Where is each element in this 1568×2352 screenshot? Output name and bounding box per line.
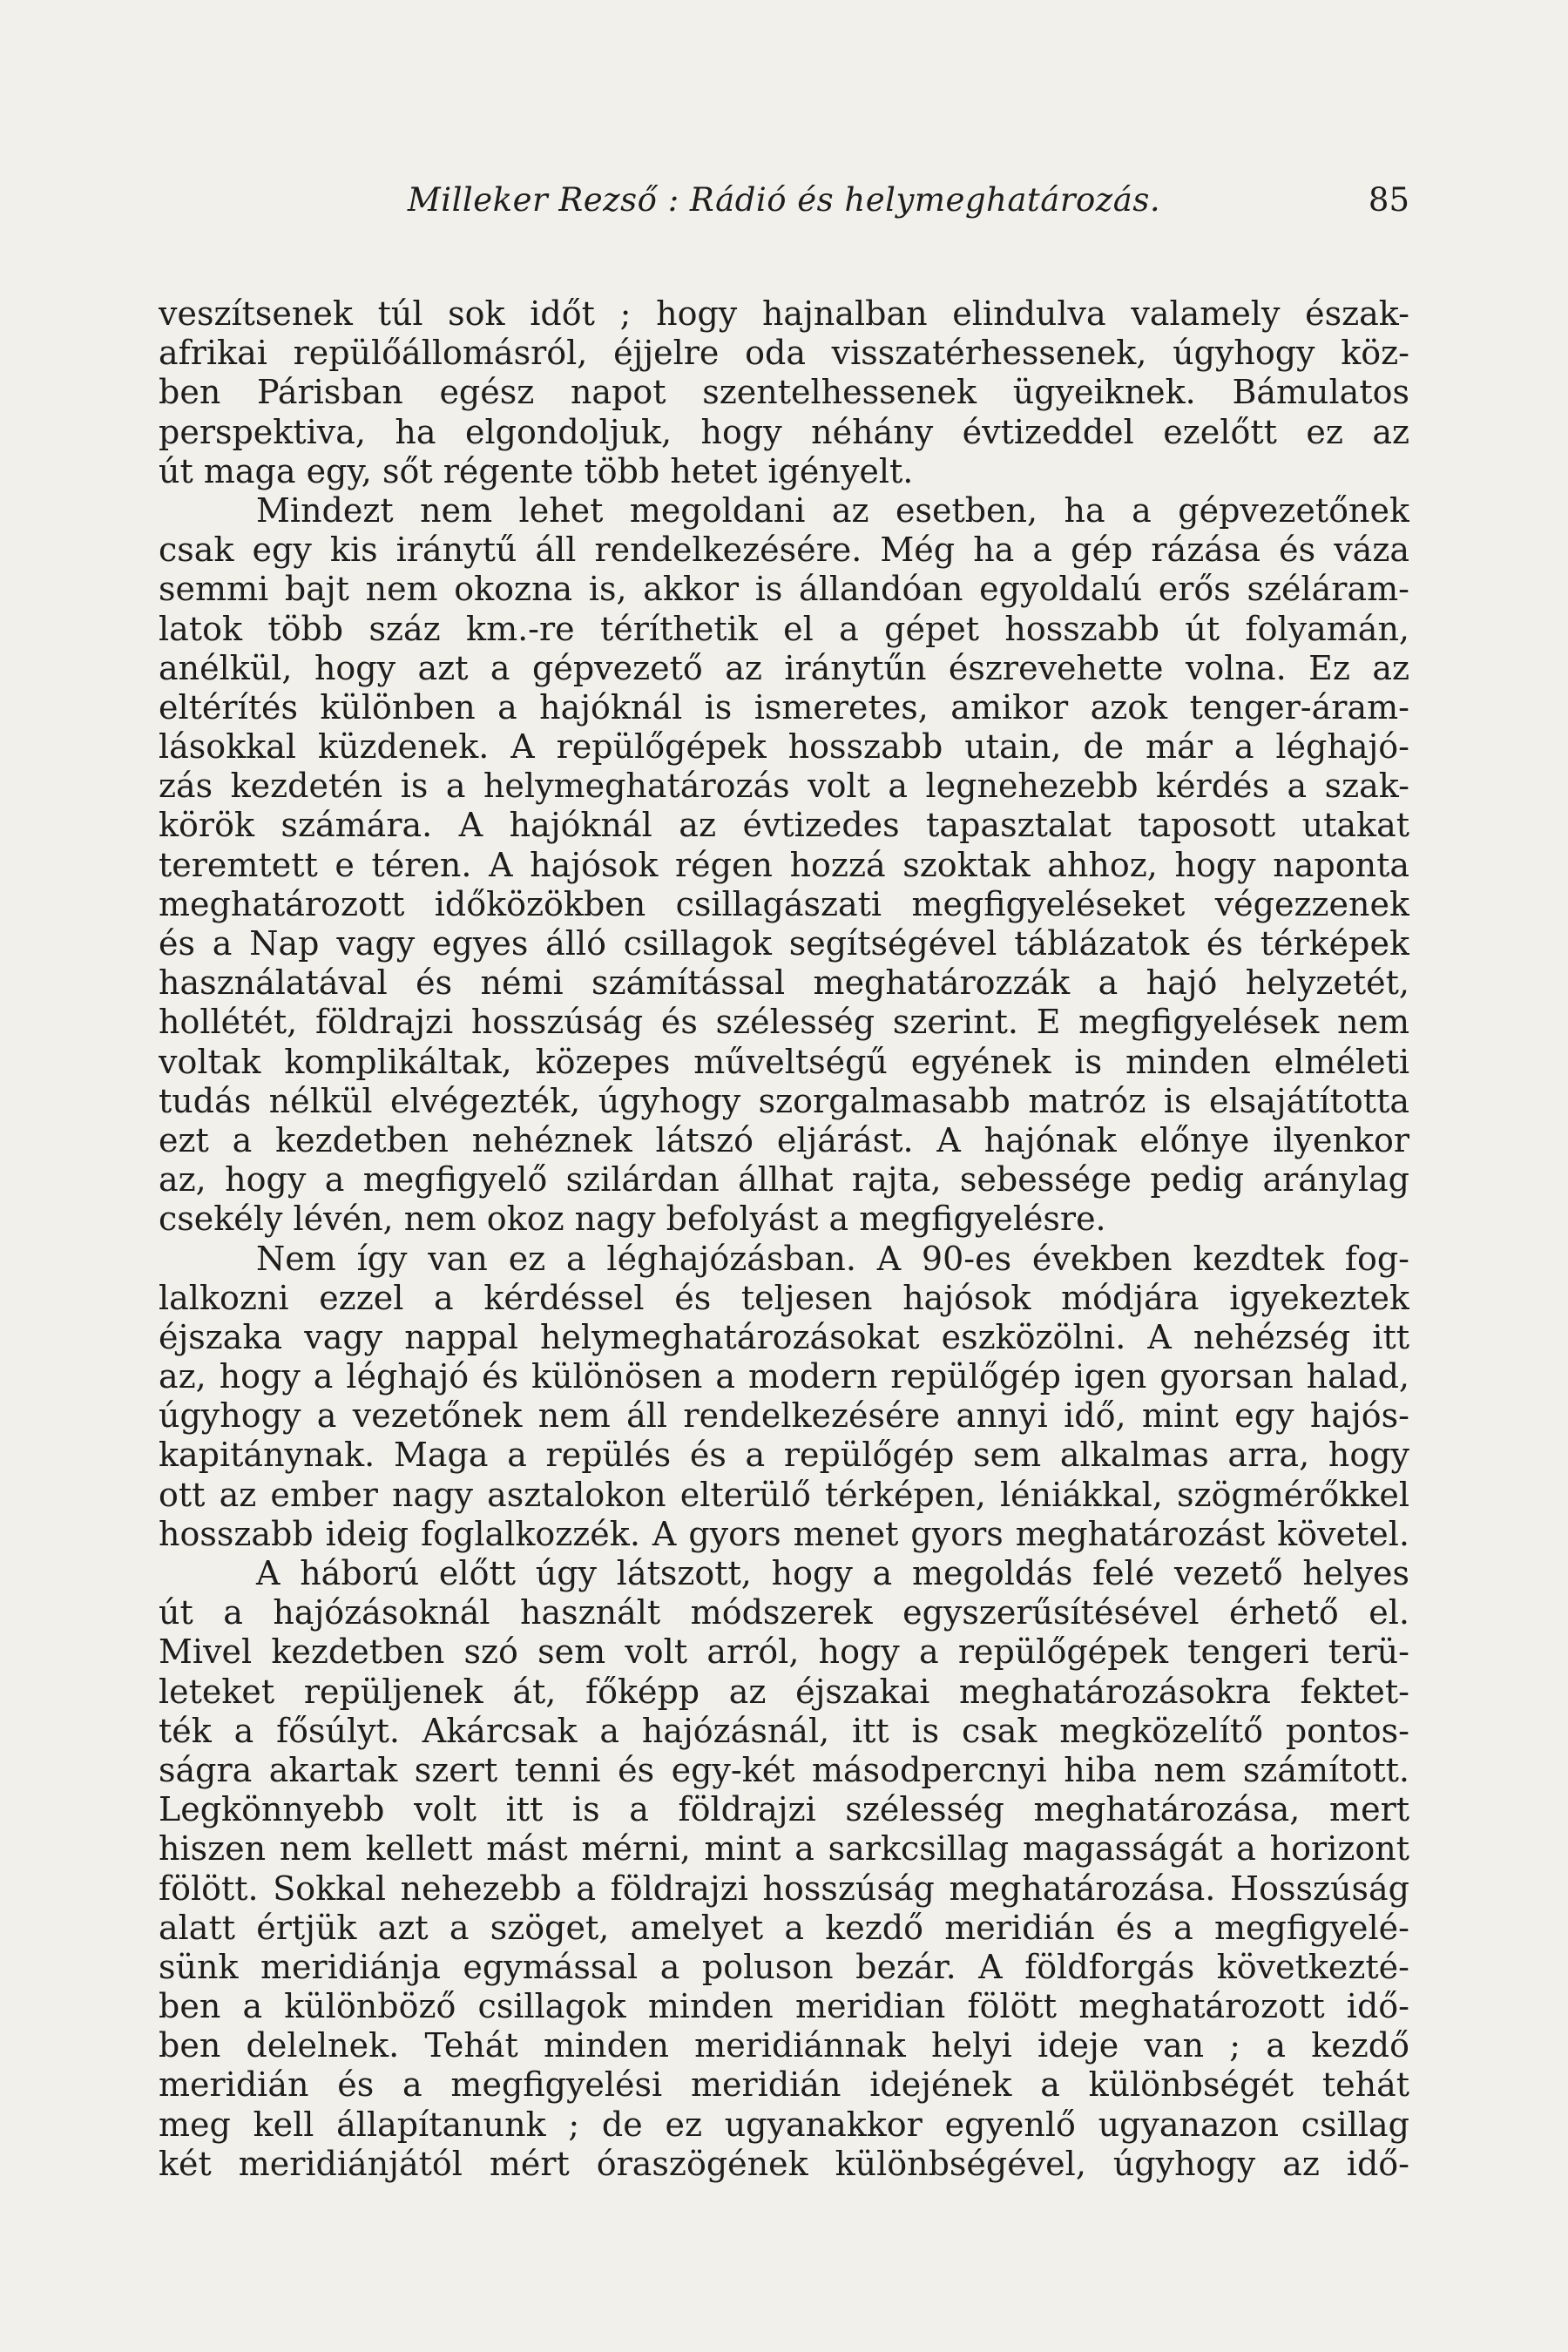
text-line: afrikai repülőállomásról, éjjelre oda visszatérhessenek, úgyhogy köz- xyxy=(159,334,1409,373)
text-line: lalkozni ezzel a kérdéssel és teljesen hajósok módjára igyekeztek xyxy=(159,1278,1409,1317)
text-line: ben a különböző csillagok minden meridian fölött meghatározott idő- xyxy=(159,1987,1409,2026)
text-line: hiszen nem kellett mást mérni, mint a sarkcsillag magasságát a horizont xyxy=(159,1829,1409,1869)
text-line: anélkül, hogy azt a gépvezető az iránytűn észrevehette volna. Ez az xyxy=(159,648,1409,687)
running-head xyxy=(159,174,1409,226)
text-line: meridián és a megfigyelési meridián idejének a különbségét tehát xyxy=(159,2065,1409,2105)
text-line: út a hajózásoknál használt módszerek egyszerűsítésével érhető el. xyxy=(159,1593,1409,1632)
text-line: fölött. Sokkal nehezebb a földrajzi hosszúság meghatározása. Hosszúság xyxy=(159,1869,1409,1908)
text-line: tudás nélkül elvégezték, úgyhogy szorgalmasabb matróz is elsajátította xyxy=(159,1081,1409,1120)
text-line: meghatározott időközökben csillagászati megfigyeléseket végezzenek xyxy=(159,884,1409,923)
text-line: semmi bajt nem okozna is, akkor is állandóan egyoldalú erős széláram- xyxy=(159,570,1409,609)
text-line: körök számára. A hajóknál az évtizedes tapasztalat taposott utakat xyxy=(159,806,1409,845)
text-line: csak egy kis iránytű áll rendelkezésére. Még ha a gép rázása és váza xyxy=(159,531,1409,570)
text-line: Mivel kezdetben szó sem volt arról, hogy a repülőgépek tengeri terü- xyxy=(159,1632,1409,1672)
text-line: latok több száz km.-re téríthetik el a gépet hosszabb út folyamán, xyxy=(159,609,1409,648)
text-line: út maga egy, sőt régente több hetet igényelt. xyxy=(159,451,914,490)
text-line: A háború előtt úgy látszott, hogy a megoldás felé vezető helyes xyxy=(256,1554,1409,1592)
text-line: alatt értjük azt a szöget, amelyet a kezdő meridián és a megfigyelé- xyxy=(159,1908,1409,1947)
text-line: ott az ember nagy asztalokon elterülő térképen, léniákkal, szögmérőkkel xyxy=(159,1475,1409,1514)
text-line: ezt a kezdetben nehéznek látszó eljárást. A hajónak előnye ilyenkor xyxy=(159,1120,1409,1159)
running-title: Milleker Rezső : Rádió és helymeghatározás. xyxy=(407,181,1161,219)
text-line: az, hogy a megfigyelő szilárdan állhat rajta, sebessége pedig aránylag xyxy=(159,1160,1409,1200)
text-line: Nem így van ez a léghajózásban. A 90-es években kezdtek fog- xyxy=(256,1239,1409,1278)
text-line: lásokkal küzdenek. A repülőgépek hosszabb utain, de már a léghajó- xyxy=(159,727,1409,767)
text-line: veszítsenek túl sok időt ; hogy hajnalban elindulva valamely észak- xyxy=(159,294,1409,333)
text-line: Mindezt nem lehet megoldani az esetben, ha a gépvezetőnek xyxy=(256,490,1409,530)
text-line: kapitánynak. Maga a repülés és a repülőgép sem alkalmas arra, hogy xyxy=(159,1436,1409,1475)
text-line: sünk meridiánja egymással a poluson bezár. A földforgás következté- xyxy=(159,1947,1409,1986)
text-line: meg kell állapítanunk ; de ez ugyanakkor egyenlő ugyanazon csillag xyxy=(159,2105,1409,2144)
text-line: csekély lévén, nem okoz nagy befolyást a megfigyelésre. xyxy=(159,1200,1106,1239)
text-line: ságra akartak szert tenni és egy-két másodpercnyi hiba nem számított. xyxy=(159,1750,1409,1789)
body-text xyxy=(159,294,1409,2184)
text-line: két meridiánjától mért óraszögének különbségével, úgyhogy az idő- xyxy=(159,2144,1409,2183)
page-number: 85 xyxy=(1368,181,1409,219)
text-line: Legkönnyebb volt itt is a földrajzi szélesség meghatározása, mert xyxy=(159,1790,1409,1829)
text-line: zás kezdetén is a helymeghatározás volt a legnehezebb kérdés a szak- xyxy=(159,767,1409,806)
text-line: leteket repüljenek át, főképp az éjszakai meghatározásokra fektet- xyxy=(159,1672,1409,1711)
text-line: az, hogy a léghajó és különösen a modern repülőgép igen gyorsan halad, xyxy=(159,1357,1409,1396)
text-line: voltak komplikáltak, közepes műveltségű egyének is minden elméleti xyxy=(159,1042,1409,1081)
text-line: hosszabb ideig foglalkozzék. A gyors menet gyors meghatározást követel. xyxy=(159,1514,1409,1553)
text-line: teremtett e téren. A hajósok régen hozzá szoktak ahhoz, hogy naponta xyxy=(159,845,1409,884)
text-line: perspektiva, ha elgondoljuk, hogy néhány évtizeddel ezelőtt ez az xyxy=(159,412,1409,451)
text-line: használatával és némi számítással meghatározzák a hajó helyzetét, xyxy=(159,963,1409,1003)
text-line: eltérítés különben a hajóknál is ismeretes, amikor azok tenger-áram- xyxy=(159,687,1409,727)
text-line: ték a fősúlyt. Akárcsak a hajózásnál, itt is csak megközelítő pontos- xyxy=(159,1711,1409,1750)
text-line: éjszaka vagy nappal helymeghatározásokat eszközölni. A nehézség itt xyxy=(159,1317,1409,1356)
text-line: úgyhogy a vezetőnek nem áll rendelkezésére annyi idő, mint egy hajós- xyxy=(159,1396,1409,1436)
text-line: és a Nap vagy egyes álló csillagok segítségével táblázatok és térképek xyxy=(159,924,1409,963)
text-line: ben Párisban egész napot szentelhessenek ügyeiknek. Bámulatos xyxy=(159,373,1409,412)
text-line: hollétét, földrajzi hosszúság és szélesség szerint. E megfigyelések nem xyxy=(159,1003,1409,1042)
text-line: ben delelnek. Tehát minden meridiánnak helyi ideje van ; a kezdő xyxy=(159,2026,1409,2065)
